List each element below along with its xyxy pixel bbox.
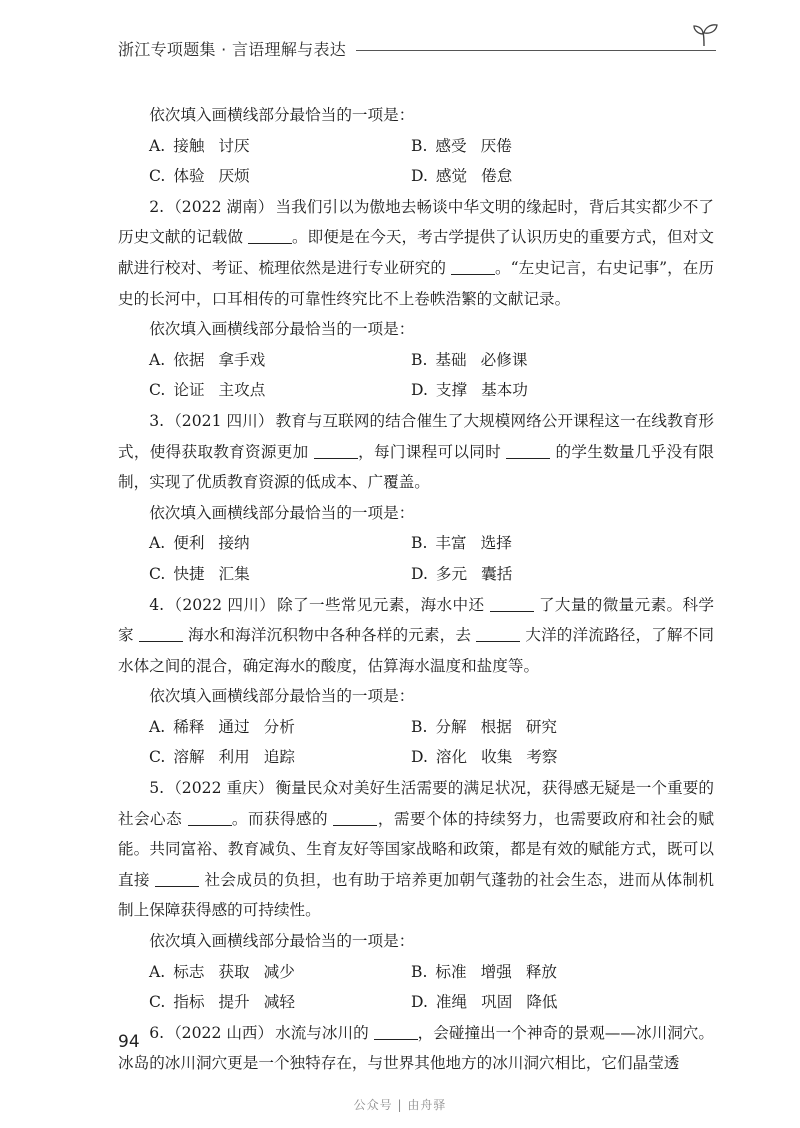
option-label: B.	[411, 534, 428, 553]
question-text: 当我们引以为傲地去畅谈中华文明的缘起时，背后其实都少不了历史文献的记载做	[118, 197, 714, 247]
question-source: （2022 山西）	[166, 1023, 274, 1042]
answer-prompt: 依次填入画横线部分最恰当的一项是：	[149, 687, 415, 706]
option-word: 标志	[173, 962, 205, 981]
fill-blank	[248, 228, 292, 245]
option-word: 通过	[218, 717, 250, 736]
fill-blank	[490, 595, 534, 612]
option-word: 厌烦	[218, 167, 250, 186]
question-text: 除了一些常见元素，海水中还	[277, 595, 490, 614]
question-text: 。而获得感的	[231, 809, 334, 828]
option-item	[149, 987, 411, 1018]
option-word: 基础	[435, 350, 467, 369]
option-label: A.	[149, 534, 166, 553]
question-source: （2022 湖南）	[166, 197, 274, 216]
option-label: B.	[411, 350, 428, 369]
option-row	[118, 957, 714, 988]
option-item	[411, 987, 673, 1018]
question-paragraph	[118, 590, 714, 682]
option-label: D.	[411, 564, 428, 583]
option-word: 拿手戏	[218, 350, 266, 369]
option-row	[118, 131, 714, 162]
option-word: 倦怠	[481, 167, 513, 186]
question-number: 6.	[149, 1023, 165, 1042]
option-item	[411, 131, 673, 162]
option-item	[411, 957, 673, 988]
option-word: 获取	[218, 962, 250, 981]
option-word: 释放	[525, 962, 558, 981]
option-label: B.	[411, 717, 428, 736]
option-label: C.	[149, 167, 166, 186]
option-label: C.	[149, 748, 166, 767]
option-word: 感觉	[435, 167, 468, 186]
answer-prompt: 依次填入画横线部分最恰当的一项是：	[149, 106, 415, 124]
option-row	[118, 559, 714, 590]
option-word: 考察	[526, 748, 558, 767]
option-word: 体验	[173, 167, 205, 186]
fill-blank	[333, 809, 377, 826]
option-item	[149, 528, 411, 559]
question-text: 社会成员的负担，也有助于培养更加朝气蓬勃的社会生态，进而从体制机制上保障获得感的可持续性。	[118, 870, 714, 920]
option-item	[149, 742, 411, 773]
option-word: 选择	[480, 534, 512, 553]
fill-blank	[506, 442, 550, 459]
option-label: B.	[411, 136, 428, 155]
option-word: 主攻点	[218, 381, 266, 400]
option-item	[411, 528, 673, 559]
question-content	[118, 100, 714, 1079]
option-word: 论证	[173, 381, 205, 400]
option-item	[411, 161, 673, 192]
answer-prompt: 依次填入画横线部分最恰当的一项是：	[149, 320, 415, 339]
question-text: 大洋的洋流路径，了解不同水体之间的混合，确定海水的酸度，估算海水温度和盐度等。	[118, 626, 714, 675]
option-word: 指标	[173, 993, 205, 1012]
option-word: 巩固	[481, 993, 513, 1012]
option-label: B.	[411, 962, 428, 981]
question-number: 5.	[149, 779, 165, 798]
option-row	[118, 712, 714, 743]
question-source: （2021 四川）	[166, 411, 274, 430]
page-number: 94	[118, 1032, 140, 1052]
option-word: 必修课	[480, 350, 528, 369]
option-word: 丰富	[435, 534, 467, 553]
option-item	[149, 957, 411, 988]
option-word: 囊括	[481, 564, 513, 583]
option-label: A.	[149, 962, 166, 981]
question-paragraph	[118, 1018, 714, 1079]
question-text: 海水和海洋沉积物中各种各样的元素，去	[182, 626, 477, 645]
option-row	[118, 375, 714, 406]
option-word: 汇集	[218, 564, 250, 583]
option-label: D.	[411, 748, 428, 767]
question-text: ，需要个体的持续努力，也需要政府和社会的赋能。共同富裕、教育减负、生育友好等国家战略和政策，都是有效的赋能方式，既可以直接	[118, 809, 714, 889]
option-label: A.	[149, 350, 166, 369]
option-item	[149, 345, 411, 376]
option-label: D.	[411, 167, 428, 186]
fill-blank	[451, 258, 495, 275]
option-label: C.	[149, 381, 166, 400]
question-text: 了大量的微量元素。科学家	[118, 595, 714, 645]
answer-prompt: 依次填入画横线部分最恰当的一项是：	[149, 503, 415, 522]
option-item	[411, 712, 673, 743]
option-word: 讨厌	[218, 136, 250, 155]
option-word: 支撑	[435, 381, 468, 400]
option-item	[411, 375, 673, 406]
option-item	[149, 161, 411, 192]
question-text: 的学生数量几乎没有限制，实现了优质教育资源的低成本、广覆盖。	[118, 442, 714, 492]
question-paragraph	[118, 192, 714, 314]
question-text: 。“左史记言，右史记事”，在历史的长河中，口耳相传的可靠性终究比不上卷帙浩繁的文献记录。	[118, 258, 714, 308]
option-item	[149, 131, 411, 162]
option-label: C.	[149, 993, 166, 1012]
option-label: A.	[149, 136, 166, 155]
option-word: 准绳	[435, 993, 468, 1012]
option-word: 接纳	[218, 534, 250, 553]
question-text: 。即便是在今天，考古学提供了认识历史的重要方式，但对文献进行校对、考证、梳理依然是进行专业研究的	[118, 228, 714, 277]
question-text: ，每门课程可以同时	[357, 442, 507, 461]
option-row	[118, 742, 714, 773]
option-label: D.	[411, 381, 428, 400]
option-row	[118, 528, 714, 559]
option-word: 接触	[173, 136, 205, 155]
option-word: 稀释	[173, 717, 205, 736]
fill-blank	[314, 442, 358, 459]
option-word: 感受	[435, 136, 467, 155]
question-paragraph	[118, 773, 714, 926]
fill-blank	[155, 870, 199, 887]
option-row	[118, 345, 714, 376]
question-text: 教育与互联网的结合催生了大规模网络公开课程这一在线教育形式，使得获取教育资源更加	[118, 411, 714, 461]
option-item	[149, 559, 411, 590]
option-word: 依据	[173, 350, 205, 369]
option-word: 分解	[435, 717, 467, 736]
fill-blank	[188, 809, 232, 826]
question-paragraph	[118, 406, 714, 498]
option-word: 多元	[435, 564, 468, 583]
option-word: 减轻	[263, 993, 295, 1012]
option-label: A.	[149, 717, 166, 736]
question-text: 水流与冰川的	[275, 1023, 374, 1042]
option-word: 根据	[480, 717, 512, 736]
option-item	[149, 375, 411, 406]
question-number: 3.	[149, 411, 165, 430]
question-source: （2022 四川）	[166, 595, 276, 614]
option-word: 厌倦	[480, 136, 512, 155]
question-text: ，会碰撞出一个神奇的景观——冰川洞穴。冰岛的冰川洞穴更是一个独特存在，与世界其他地方的冰川洞穴相比，它们晶莹透	[118, 1023, 714, 1073]
watermark: 公众号 | 由舟驿	[353, 1098, 447, 1112]
question-source: （2022 重庆）	[166, 779, 274, 798]
option-row	[118, 987, 714, 1018]
option-label: D.	[411, 993, 428, 1012]
option-word: 提升	[218, 993, 250, 1012]
option-item	[411, 345, 673, 376]
fill-blank	[476, 626, 520, 643]
header-title: 浙江专项题集 · 言语理解与表达	[118, 39, 347, 59]
option-word: 溶解	[173, 748, 205, 767]
fill-blank	[374, 1023, 418, 1040]
option-item	[411, 559, 673, 590]
option-item	[411, 742, 673, 773]
option-word: 基本功	[481, 381, 528, 400]
option-label: C.	[149, 564, 166, 583]
answer-prompt: 依次填入画横线部分最恰当的一项是：	[149, 932, 415, 951]
option-word: 收集	[481, 748, 513, 767]
option-word: 减少	[263, 962, 295, 981]
question-number: 4.	[149, 595, 165, 614]
option-word: 便利	[173, 534, 205, 553]
fill-blank	[139, 626, 183, 643]
question-number: 2.	[149, 197, 165, 216]
option-word: 标准	[435, 962, 467, 981]
option-word: 分析	[263, 717, 295, 736]
option-word: 增强	[480, 962, 512, 981]
option-word: 溶化	[435, 748, 468, 767]
running-header	[118, 34, 716, 62]
sprout-icon	[692, 22, 720, 48]
option-word: 降低	[526, 993, 558, 1012]
option-word: 追踪	[263, 748, 295, 767]
option-word: 利用	[218, 748, 250, 767]
option-row	[118, 161, 714, 192]
option-word: 快捷	[173, 564, 205, 583]
option-word: 研究	[525, 717, 558, 736]
question-text: 衡量民众对美好生活需要的满足状况，获得感无疑是一个重要的社会心态	[118, 779, 714, 828]
header-rule	[356, 50, 716, 51]
option-item	[149, 712, 411, 743]
